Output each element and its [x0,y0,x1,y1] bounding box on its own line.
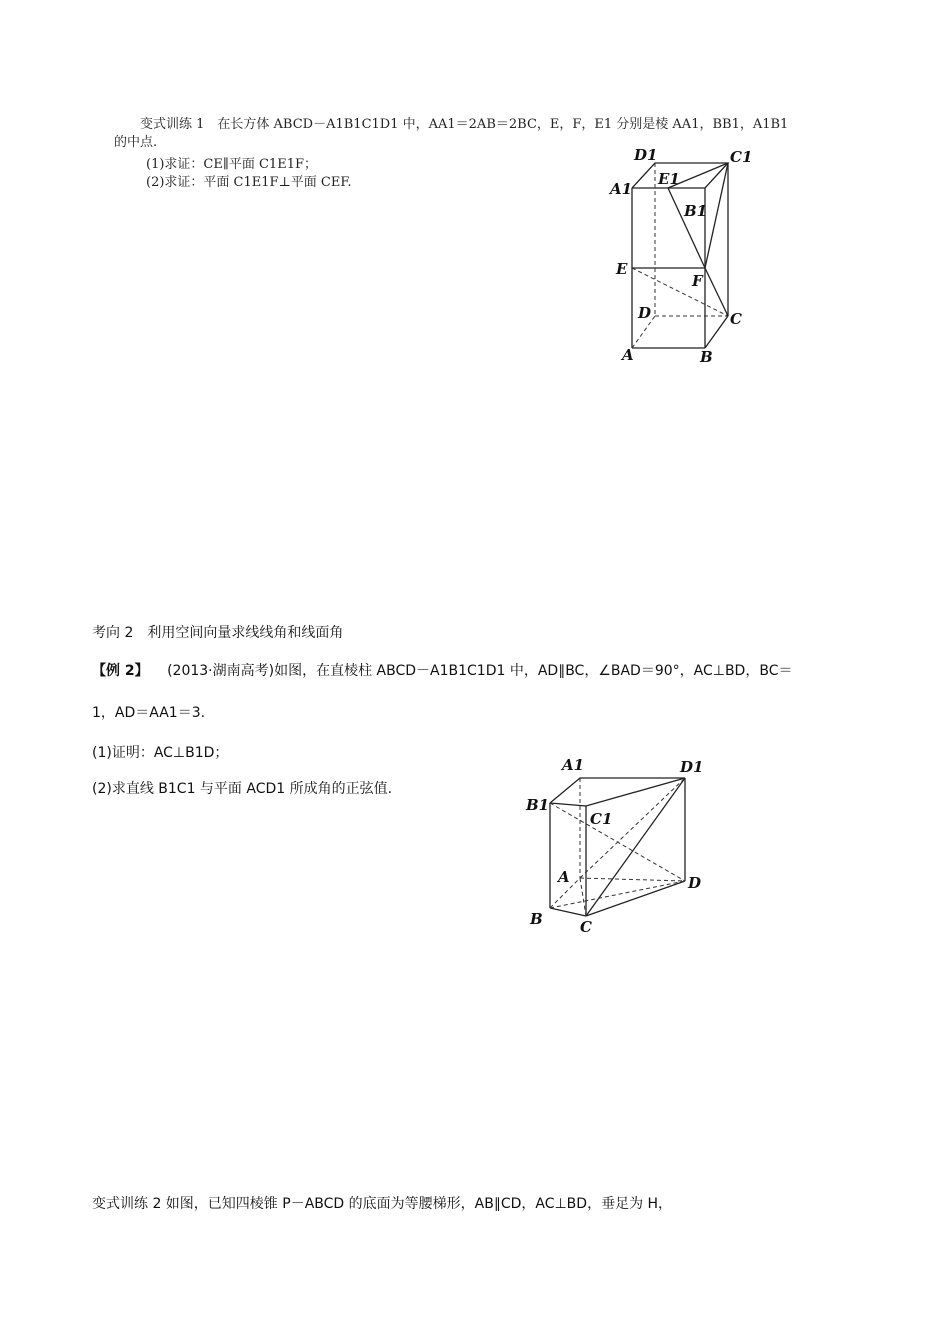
label-d: D [638,304,652,322]
example2-item1: (1)证明：AC⊥B1D； [92,745,229,761]
edge-b-c [705,316,728,348]
edge-b-c [550,908,586,916]
label-b1: B1 [526,796,550,814]
example2-text: (2013·湖南高考)如图，在直棱柱 ABCD－A1B1C1D1 中，AD∥BC，∠BAD＝90°，AC⊥BD，BC＝ [167,663,793,679]
label-e1: E1 [658,170,680,188]
example2-item2: (2)求直线 B1C1 与平面 ACD1 所成角的正弦值. [92,781,393,797]
exercise1-line1: 变式训练 1 在长方体 ABCD－A1B1C1D1 中，AA1＝2AB＝2BC，E，F，E1 分别是棱 AA1，BB1，A1B1 [140,117,789,132]
prism-top-face [550,778,685,806]
cuboid-figure [600,140,770,370]
label-d: D [688,874,702,892]
label-e: E [616,260,628,278]
label-b: B [700,348,713,366]
hidden-a-c [580,878,586,916]
label-b: B [530,910,543,928]
label-a1: A1 [610,180,633,198]
diagonal-c-d1 [586,778,685,916]
label-a: A [622,346,634,364]
exercise1-line2: 的中点. [114,135,158,150]
edge-c-d [586,881,685,916]
edge-f-c [705,268,728,316]
example2-line2: 1，AD＝AA1＝3. [92,705,206,721]
section2-heading: 考向 2 利用空间向量求线线角和线面角 [92,625,344,641]
top-face [632,163,728,188]
label-a1: A1 [562,756,585,774]
label-b1: B1 [684,202,708,220]
hidden-edge-a-d [580,878,685,881]
label-a: A [558,868,570,886]
edge-c1-f [705,163,728,268]
edge-e1-f [668,188,708,268]
label-c1: C1 [730,148,753,166]
label-c1: C1 [590,810,613,828]
hidden-b-d [550,881,685,908]
example2-tag: 【例 2】 [92,663,149,679]
label-d1: D1 [680,758,704,776]
label-f: F [692,272,703,290]
prism-figure [520,748,720,943]
exercise1-item1: (1)求证：CE∥平面 C1E1F； [146,157,317,172]
label-c: C [730,310,742,328]
hidden-b1-d [550,803,685,881]
example2-line1 [92,662,792,680]
exercise2-text: 变式训练 2 如图，已知四棱锥 P－ABCD 的底面为等腰梯形，AB∥CD，AC⊥BD，垂足为 H， [92,1196,673,1212]
label-d1: D1 [634,146,658,164]
label-c: C [580,918,592,936]
exercise1-item2: (2)求证：平面 C1E1F⊥平面 CEF. [146,175,352,190]
